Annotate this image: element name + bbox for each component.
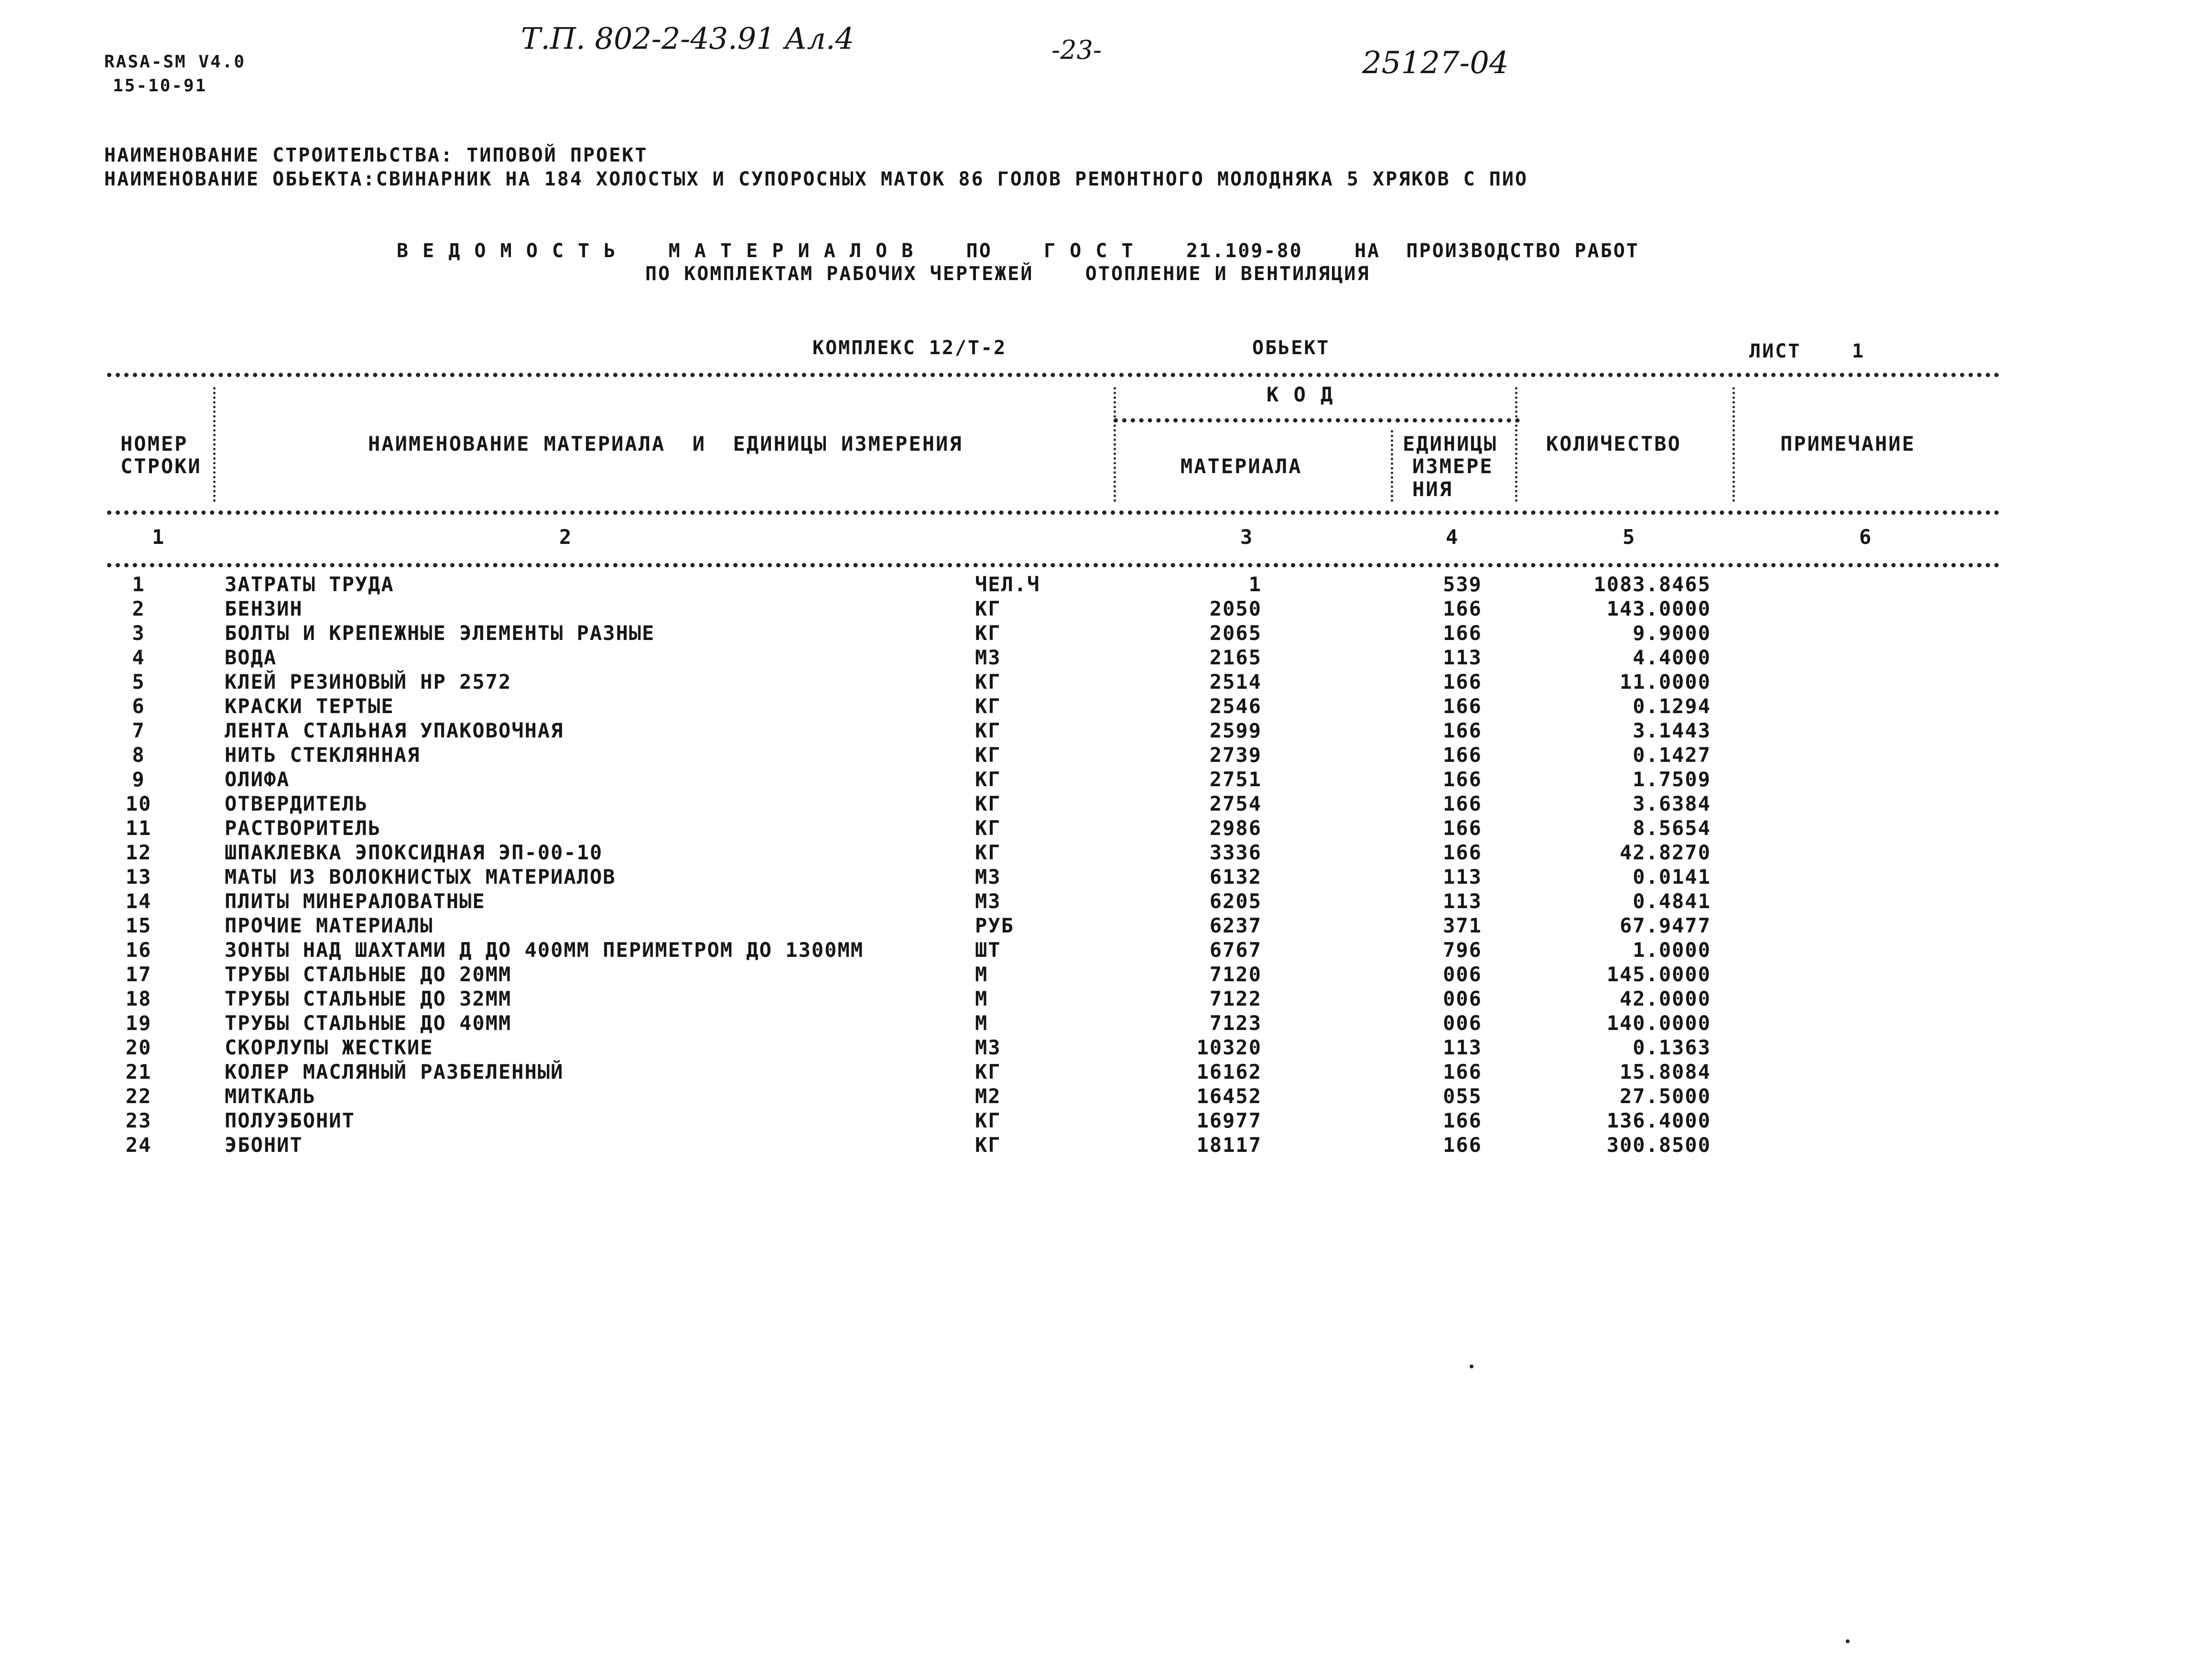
unit-code: 539 — [1443, 573, 1482, 596]
unit-of-measure: КГ — [975, 694, 1001, 718]
material-name: ОЛИФА — [225, 768, 290, 791]
row-number: 23 — [125, 1109, 152, 1132]
unit-code: 166 — [1443, 1133, 1482, 1157]
unit-code: 113 — [1443, 889, 1482, 913]
row-number: 4 — [132, 646, 145, 669]
unit-of-measure: КГ — [975, 621, 1001, 645]
header-row-number-2: СТРОКИ — [120, 455, 202, 478]
table-row — [0, 791, 2198, 816]
header-code-unit-1: ЕДИНИЦЫ — [1403, 432, 1498, 455]
material-code: 7120 — [1209, 963, 1262, 986]
table-row — [0, 1108, 2198, 1133]
row-number: 13 — [125, 865, 152, 889]
unit-code: 166 — [1443, 768, 1482, 791]
quantity: 8.5654 — [1633, 816, 1711, 840]
unit-code: 166 — [1443, 670, 1482, 694]
material-code: 2546 — [1209, 694, 1262, 718]
material-code: 18117 — [1196, 1133, 1262, 1157]
column-number: 1 — [152, 525, 166, 549]
row-number: 21 — [125, 1060, 152, 1084]
unit-of-measure: М3 — [975, 889, 1001, 913]
quantity: 27.5000 — [1619, 1084, 1711, 1108]
column-number: 2 — [559, 525, 573, 549]
header-row-number: НОМЕР — [120, 432, 188, 455]
quantity: 136.4000 — [1606, 1109, 1711, 1132]
material-code: 3336 — [1209, 841, 1262, 864]
column-number: 4 — [1446, 525, 1460, 549]
table-row — [0, 694, 2198, 718]
quantity: 3.6384 — [1633, 792, 1711, 815]
row-number: 24 — [125, 1133, 152, 1157]
material-name: ПОЛУЭБОНИТ — [225, 1109, 355, 1132]
material-name: ТРУБЫ СТАЛЬНЫЕ ДО 40ММ — [225, 1011, 512, 1035]
table-row — [0, 986, 2198, 1011]
handwritten-reference: Т.П. 802-2-43.91 Ал.4 — [521, 21, 855, 56]
material-code: 6132 — [1209, 865, 1262, 889]
material-code: 6767 — [1209, 938, 1262, 962]
table-row — [0, 889, 2198, 913]
row-number: 12 — [125, 841, 152, 864]
unit-code: 166 — [1443, 792, 1482, 815]
table-row — [0, 840, 2198, 865]
material-code: 1 — [1248, 573, 1262, 596]
construction-name: НАИМЕНОВАНИЕ СТРОИТЕЛЬСТВА: ТИПОВОЙ ПРОЕКТ — [104, 144, 648, 166]
material-name: КЛЕЙ РЕЗИНОВЫЙ НР 2572 — [225, 670, 512, 694]
unit-code: 166 — [1443, 719, 1482, 742]
sheet-number: 1 — [1852, 340, 1865, 362]
unit-of-measure: КГ — [975, 768, 1001, 791]
table-row — [0, 1035, 2198, 1060]
column-number: 3 — [1240, 525, 1254, 549]
table-row — [0, 1133, 2198, 1157]
stray-mark — [1470, 1365, 1473, 1368]
row-number: 8 — [132, 743, 145, 767]
object-label: ОБЬЕКТ — [1252, 337, 1330, 359]
quantity: 15.8084 — [1619, 1060, 1711, 1084]
quantity: 67.9477 — [1619, 914, 1711, 937]
table-row — [0, 938, 2198, 962]
page-number: -23- — [1051, 35, 1102, 65]
row-number: 1 — [132, 573, 145, 596]
row-number: 17 — [125, 963, 152, 986]
unit-of-measure: КГ — [975, 792, 1001, 815]
material-name: КРАСКИ ТЕРТЫЕ — [225, 694, 394, 718]
row-number: 7 — [132, 719, 145, 742]
row-number: 2 — [132, 597, 145, 620]
material-name: НИТЬ СТЕКЛЯННАЯ — [225, 743, 421, 767]
material-name: ТРУБЫ СТАЛЬНЫЕ ДО 32ММ — [225, 987, 512, 1010]
document-title: В Е Д О М О С Т Ь М А Т Е Р И А Л О В ПО Г О С Т 21.109-80 НА ПРОИЗВОДСТВО РАБОТ — [397, 240, 1639, 262]
quantity: 0.4841 — [1633, 889, 1711, 913]
material-code: 2514 — [1209, 670, 1262, 694]
handwritten-code: 25127-04 — [1362, 45, 1509, 81]
column-number: 5 — [1623, 525, 1636, 549]
header-code-material: МАТЕРИАЛА — [1180, 455, 1302, 478]
quantity: 143.0000 — [1606, 597, 1711, 620]
material-name: МИТКАЛЬ — [225, 1084, 316, 1108]
code-divider-rule — [1114, 418, 1520, 423]
table-row — [0, 865, 2198, 889]
system-version: RASA-SM V4.0 — [104, 52, 246, 72]
unit-code: 006 — [1443, 987, 1482, 1010]
header-material-name: НАИМЕНОВАНИЕ МАТЕРИАЛА И ЕДИНИЦЫ ИЗМЕРЕНИЯ — [368, 432, 963, 455]
material-code: 2165 — [1209, 646, 1262, 669]
table-row — [0, 670, 2198, 694]
table-row — [0, 1060, 2198, 1084]
quantity: 42.8270 — [1619, 841, 1711, 864]
table-row — [0, 572, 2198, 596]
quantity: 1.0000 — [1633, 938, 1711, 962]
unit-of-measure: КГ — [975, 743, 1001, 767]
quantity: 42.0000 — [1619, 987, 1711, 1010]
material-code: 2050 — [1209, 597, 1262, 620]
table-row — [0, 621, 2198, 645]
stray-mark — [1846, 1639, 1850, 1643]
material-name: ПЛИТЫ МИНЕРАЛОВАТНЫЕ — [225, 889, 486, 913]
row-number: 11 — [125, 816, 152, 840]
table-row — [0, 645, 2198, 670]
row-number: 5 — [132, 670, 145, 694]
unit-code: 006 — [1443, 1011, 1482, 1035]
row-number: 3 — [132, 621, 145, 645]
material-code: 2599 — [1209, 719, 1262, 742]
material-name: ЭБОНИТ — [225, 1133, 303, 1157]
row-number: 9 — [132, 768, 145, 791]
header-note: ПРИМЕЧАНИЕ — [1780, 432, 1916, 455]
table-row — [0, 962, 2198, 986]
unit-of-measure: М2 — [975, 1084, 1001, 1108]
material-name: ЛЕНТА СТАЛЬНАЯ УПАКОВОЧНАЯ — [225, 719, 564, 742]
material-name: ЗОНТЫ НАД ШАХТАМИ Д ДО 400ММ ПЕРИМЕТРОМ ДО 1300ММ — [225, 938, 864, 962]
table-row — [0, 596, 2198, 621]
material-name: ВОДА — [225, 646, 277, 669]
material-code: 2751 — [1209, 768, 1262, 791]
unit-code: 166 — [1443, 816, 1482, 840]
unit-code: 166 — [1443, 597, 1482, 620]
row-number: 16 — [125, 938, 152, 962]
unit-of-measure: ЧЕЛ.Ч — [975, 573, 1040, 596]
header-code-unit-3: НИЯ — [1412, 477, 1453, 501]
row-number: 22 — [125, 1084, 152, 1108]
material-name: КОЛЕР МАСЛЯНЫЙ РАЗБЕЛЕННЫЙ — [225, 1060, 564, 1084]
row-number: 19 — [125, 1011, 152, 1035]
row-number: 14 — [125, 889, 152, 913]
unit-of-measure: КГ — [975, 597, 1001, 620]
table-row — [0, 1084, 2198, 1108]
unit-of-measure: КГ — [975, 841, 1001, 864]
material-code: 7123 — [1209, 1011, 1262, 1035]
quantity: 11.0000 — [1619, 670, 1711, 694]
material-name: ОТВЕРДИТЕЛЬ — [225, 792, 368, 815]
table-row — [0, 743, 2198, 767]
unit-of-measure: КГ — [975, 1109, 1001, 1132]
unit-code: 113 — [1443, 646, 1482, 669]
unit-of-measure: М3 — [975, 646, 1001, 669]
material-code: 7122 — [1209, 987, 1262, 1010]
header-separator — [1114, 387, 1116, 502]
quantity: 1.7509 — [1633, 768, 1711, 791]
header-code-unit-2: ИЗМЕРЕ — [1412, 455, 1494, 478]
unit-code: 166 — [1443, 621, 1482, 645]
unit-code: 166 — [1443, 1109, 1482, 1132]
unit-of-measure: М3 — [975, 1036, 1001, 1059]
unit-code: 166 — [1443, 694, 1482, 718]
unit-code: 055 — [1443, 1084, 1482, 1108]
quantity: 1083.8465 — [1593, 573, 1711, 596]
document-subtitle: ПО КОМПЛЕКТАМ РАБОЧИХ ЧЕРТЕЖЕЙ ОТОПЛЕНИЕ И ВЕНТИЛЯЦИЯ — [645, 263, 1370, 285]
unit-of-measure: ШТ — [975, 938, 1001, 962]
system-date: 15-10-91 — [113, 76, 207, 96]
quantity: 9.9000 — [1633, 621, 1711, 645]
header-separator — [1732, 387, 1735, 502]
quantity: 3.1443 — [1633, 719, 1711, 742]
material-name: БЕНЗИН — [225, 597, 303, 620]
unit-of-measure: КГ — [975, 670, 1001, 694]
row-number: 10 — [125, 792, 152, 815]
header-separator — [1515, 387, 1517, 502]
object-name: НАИМЕНОВАНИЕ ОБЬЕКТА:СВИНАРНИК НА 184 ХОЛОСТЫХ И СУПОРОСНЫХ МАТОК 86 ГОЛОВ РЕМОНТНОГО МОЛОДНЯКА 5 ХРЯКОВ С ПИО — [104, 168, 1528, 190]
quantity: 0.1427 — [1633, 743, 1711, 767]
unit-of-measure: РУБ — [975, 914, 1014, 937]
quantity: 0.1294 — [1633, 694, 1711, 718]
material-name: МАТЫ ИЗ ВОЛОКНИСТЫХ МАТЕРИАЛОВ — [225, 865, 616, 889]
header-quantity: КОЛИЧЕСТВО — [1546, 432, 1681, 455]
unit-code: 113 — [1443, 1036, 1482, 1059]
material-code: 2986 — [1209, 816, 1262, 840]
table-row — [0, 913, 2198, 938]
material-code: 2754 — [1209, 792, 1262, 815]
material-code: 2065 — [1209, 621, 1262, 645]
sheet-label: ЛИСТ — [1749, 340, 1801, 362]
material-name: ЗАТРАТЫ ТРУДА — [225, 573, 394, 596]
row-number: 6 — [132, 694, 145, 718]
header-code: К О Д — [1267, 383, 1334, 406]
quantity: 140.0000 — [1606, 1011, 1711, 1035]
unit-of-measure: КГ — [975, 1060, 1001, 1084]
unit-code: 166 — [1443, 743, 1482, 767]
column-numbers-rule — [107, 563, 2000, 567]
column-number: 6 — [1859, 525, 1873, 549]
material-code: 16162 — [1196, 1060, 1262, 1084]
material-code: 16452 — [1196, 1084, 1262, 1108]
unit-code: 371 — [1443, 914, 1482, 937]
header-separator — [213, 387, 216, 502]
table-row — [0, 718, 2198, 743]
table-top-rule — [107, 373, 2000, 377]
material-code: 16977 — [1196, 1109, 1262, 1132]
table-row — [0, 767, 2198, 791]
material-code: 6205 — [1209, 889, 1262, 913]
material-name: РАСТВОРИТЕЛЬ — [225, 816, 381, 840]
table-row — [0, 1011, 2198, 1035]
unit-code: 796 — [1443, 938, 1482, 962]
material-code: 6237 — [1209, 914, 1262, 937]
material-code: 10320 — [1196, 1036, 1262, 1059]
unit-code: 166 — [1443, 841, 1482, 864]
quantity: 0.0141 — [1633, 865, 1711, 889]
row-number: 18 — [125, 987, 152, 1010]
unit-of-measure: КГ — [975, 816, 1001, 840]
quantity: 300.8500 — [1606, 1133, 1711, 1157]
unit-of-measure: КГ — [975, 719, 1001, 742]
row-number: 20 — [125, 1036, 152, 1059]
unit-code: 006 — [1443, 963, 1482, 986]
unit-code: 166 — [1443, 1060, 1482, 1084]
material-name: ПРОЧИЕ МАТЕРИАЛЫ — [225, 914, 433, 937]
material-code: 2739 — [1209, 743, 1262, 767]
material-name: СКОРЛУПЫ ЖЕСТКИЕ — [225, 1036, 433, 1059]
table-row — [0, 816, 2198, 840]
quantity: 0.1363 — [1633, 1036, 1711, 1059]
unit-of-measure: М3 — [975, 865, 1001, 889]
row-number: 15 — [125, 914, 152, 937]
unit-of-measure: М — [975, 963, 988, 986]
material-name: ШПАКЛЕВКА ЭПОКСИДНАЯ ЭП-00-10 — [225, 841, 603, 864]
material-name: БОЛТЫ И КРЕПЕЖНЫЕ ЭЛЕМЕНТЫ РАЗНЫЕ — [225, 621, 655, 645]
quantity: 145.0000 — [1606, 963, 1711, 986]
quantity: 4.4000 — [1633, 646, 1711, 669]
unit-of-measure: М — [975, 987, 988, 1010]
complex-label: КОМПЛЕКС 12/Т-2 — [812, 337, 1007, 359]
header-bottom-rule — [107, 510, 2000, 515]
material-name: ТРУБЫ СТАЛЬНЫЕ ДО 20ММ — [225, 963, 512, 986]
unit-code: 113 — [1443, 865, 1482, 889]
header-separator — [1391, 430, 1393, 502]
unit-of-measure: КГ — [975, 1133, 1001, 1157]
unit-of-measure: М — [975, 1011, 988, 1035]
